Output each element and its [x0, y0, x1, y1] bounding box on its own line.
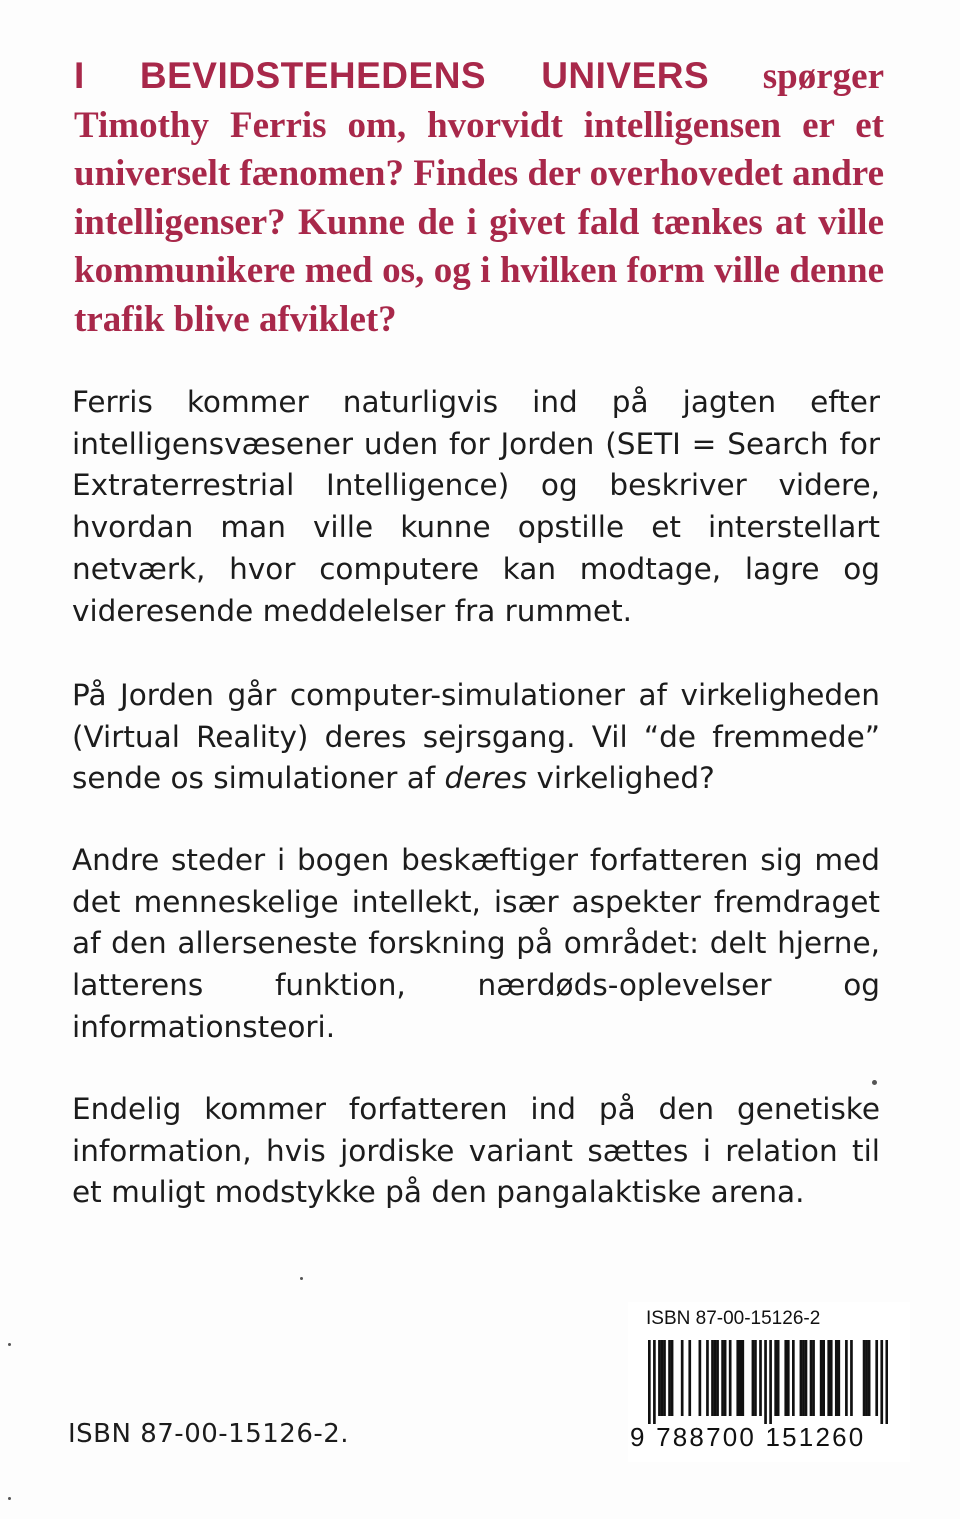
barcode-bars [648, 1340, 888, 1424]
barcode-bar [706, 1340, 709, 1416]
barcode-bar [716, 1340, 719, 1416]
barcode-bar [752, 1340, 755, 1416]
barcode-bar [729, 1340, 732, 1416]
paragraph-vr-emphasis: deres [444, 761, 528, 796]
barcode-bar [774, 1340, 777, 1416]
barcode-digits: 9 788700 151260 [630, 1422, 866, 1452]
barcode-bar [711, 1340, 714, 1416]
barcode-bar [663, 1340, 666, 1416]
barcode-bar [721, 1340, 724, 1416]
barcode-bar [759, 1340, 762, 1416]
barcode-bar [835, 1340, 838, 1416]
paragraph-genetics: Endelig kommer forfatteren ind på den genetiske information, hvis jordiske variant sættes i relation til et muligt modstykke på den pangalaktiske arena. [72, 1092, 880, 1210]
paragraph-vr-before: På Jorden går computer-simulationer af virkeligheden (Virtual Reality) deres sejrsgang. Vil “de fremmede” sende os simulationer af [72, 678, 880, 796]
paragraph-intellect: Andre steder i bogen beskæftiger forfatteren sig med det menneskelige intellekt, især aspekter fremdraget af den allerseneste forskning på området: delt hjerne, latterens funktion, nærdøds-oplevelser og informationsteori. [72, 843, 880, 1044]
paragraph-seti: Ferris kommer naturligvis ind på jagten efter intelligensvæsener uden for Jorden (SETI = Search for Extraterrestrial Intelligence) og beskriver videre, hvordan man ville kunne opstille et interstellart netværk, hvor computere kan modtage, lagre og videresende meddelelser fra rummet. [72, 385, 880, 628]
barcode-bar [812, 1340, 815, 1416]
barcode-bar [648, 1340, 651, 1424]
barcode-bar [754, 1340, 757, 1416]
isbn-text: ISBN 87-00-15126-2. [68, 1419, 350, 1449]
barcode-bar [699, 1340, 702, 1416]
headline-rest: spørger Timothy Ferris om, hvorvidt intelligensen er et universelt fænomen? Findes der overhovedet andre intelligenser? Kunne de i givet fald tænkes at ville kommunikere med os, og i hvilken form ville denne trafik blive afviklet? [74, 56, 884, 340]
barcode-bar [681, 1340, 684, 1416]
paragraph-vr-after: virkelighed? [527, 761, 715, 796]
barcode-bar [845, 1340, 848, 1416]
print-speck [8, 1497, 11, 1500]
paragraph-virtual-reality [72, 675, 880, 800]
barcode-bar [671, 1340, 674, 1416]
barcode-bar [714, 1340, 717, 1416]
barcode-bar [769, 1340, 772, 1424]
barcode-bar [739, 1340, 742, 1416]
barcode-bar [658, 1340, 661, 1416]
barcode-bar [875, 1340, 878, 1416]
print-speck [8, 1343, 11, 1346]
barcode-bar [787, 1340, 790, 1416]
barcode-bar [868, 1340, 871, 1416]
barcode-bar [653, 1340, 656, 1424]
barcode-bar [800, 1340, 803, 1416]
barcode-bar [777, 1340, 780, 1416]
barcode-bar [810, 1340, 813, 1416]
barcode-bar [880, 1340, 883, 1424]
print-speck [300, 1277, 303, 1280]
print-speck [872, 1080, 877, 1085]
barcode-bar [736, 1340, 739, 1416]
headline-blurb [74, 52, 884, 344]
barcode-isbn-label: ISBN 87-00-15126-2 [646, 1308, 821, 1329]
barcode-bar [827, 1340, 830, 1416]
barcode-bar [865, 1340, 868, 1416]
barcode-bar [764, 1340, 767, 1424]
barcode-bar [850, 1340, 853, 1416]
headline-lead: I BEVIDSTEHEDENS UNIVERS [74, 55, 710, 96]
barcode-bar [837, 1340, 840, 1416]
barcode-bar [820, 1340, 823, 1416]
barcode-bar [802, 1340, 805, 1416]
barcode-bar [741, 1340, 744, 1416]
barcode-bar [668, 1340, 671, 1416]
barcode-bar [784, 1340, 787, 1416]
barcode-bar [863, 1340, 866, 1416]
barcode-bar [724, 1340, 727, 1416]
barcode-bar [688, 1340, 691, 1416]
barcode-bar [885, 1340, 888, 1424]
barcode-bar [822, 1340, 825, 1416]
barcode-panel [628, 1302, 910, 1462]
barcode-bar [830, 1340, 833, 1416]
barcode-bar [792, 1340, 795, 1416]
barcode-bar [661, 1340, 664, 1416]
barcode-bar [805, 1340, 808, 1416]
